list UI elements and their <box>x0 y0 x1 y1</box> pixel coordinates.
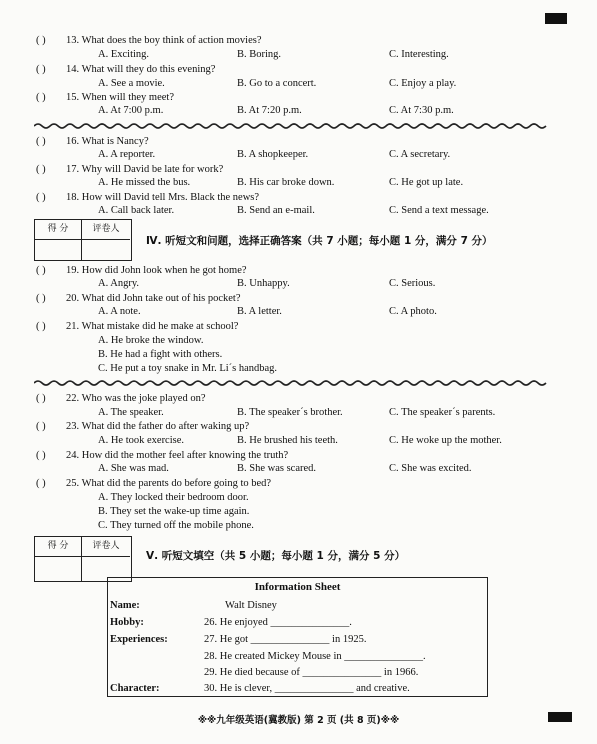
option-c: C. He got up late. <box>389 177 464 188</box>
option-b: B. At 7:20 p.m. <box>237 105 302 116</box>
name-value: Walt Disney <box>225 600 277 611</box>
option-a: A. See a movie. <box>98 78 165 89</box>
option-a: A. They locked their bedroom door. <box>98 492 249 503</box>
option-b: B. She was scared. <box>237 463 317 474</box>
option-b: B. The speaker´s brother. <box>237 407 343 418</box>
question-stem: 25. What did the parents do before going to bed? <box>66 478 272 489</box>
option-b: B. Send an e-mail. <box>237 205 315 216</box>
score-box-section-5 <box>34 536 132 582</box>
option-c: C. Enjoy a play. <box>389 78 457 89</box>
option-a: A. Call back later. <box>98 205 175 216</box>
blank-27[interactable]: 27. He got _______________ in 1925. <box>204 634 367 645</box>
name-label: Name: <box>110 600 140 611</box>
answer-bracket[interactable]: ( ) <box>36 136 46 147</box>
experiences-label: Experiences: <box>110 634 168 645</box>
question-stem: 18. How will David tell Mrs. Black the news? <box>66 192 260 203</box>
hobby-label: Hobby: <box>110 617 144 628</box>
question-stem: 16. What is Nancy? <box>66 136 149 147</box>
information-sheet-title: Information Sheet <box>254 581 341 593</box>
option-c: C. He woke up the mother. <box>389 435 502 446</box>
option-c: C. A secretary. <box>389 149 451 160</box>
answer-bracket[interactable]: ( ) <box>36 92 46 103</box>
option-b: B. They set the wake-up time again. <box>98 506 250 517</box>
option-c: C. Serious. <box>389 278 436 289</box>
option-b: B. A shopkeeper. <box>237 149 309 160</box>
answer-bracket[interactable]: ( ) <box>36 265 46 276</box>
answer-bracket[interactable]: ( ) <box>36 450 46 461</box>
question-stem: 14. What will they do this evening? <box>66 64 216 75</box>
score-box-section-4 <box>34 219 132 261</box>
option-b: B. He had a fight with others. <box>98 349 223 360</box>
option-c: C. At 7:30 p.m. <box>389 105 454 116</box>
answer-bracket[interactable]: ( ) <box>36 164 46 175</box>
score-cell-divider <box>81 556 82 581</box>
question-stem: 23. What did the father do after waking up? <box>66 421 250 432</box>
question-stem: 20. What did John take out of his pocket? <box>66 293 241 304</box>
section-5-title: Ⅴ. 听短文填空（共 5 小题；每小题 1 分，满分 5 分） <box>146 550 406 562</box>
option-a: A. A reporter. <box>98 149 156 160</box>
option-b: B. Boring. <box>237 49 282 60</box>
blank-28[interactable]: 28. He created Mickey Mouse in _______________. <box>204 651 426 662</box>
character-label: Character: <box>110 683 160 694</box>
answer-bracket[interactable]: ( ) <box>36 64 46 75</box>
question-stem: 15. When will they meet? <box>66 92 174 103</box>
option-a: A. She was mad. <box>98 463 169 474</box>
question-stem: 24. How did the mother feel after knowing the truth? <box>66 450 289 461</box>
option-a: A. The speaker. <box>98 407 164 418</box>
question-stem: 22. Who was the joke played on? <box>66 393 206 404</box>
wavy-divider <box>34 379 548 387</box>
option-c: C. A photo. <box>389 306 437 317</box>
grader-label: 评卷人 <box>82 537 130 557</box>
wavy-divider <box>34 122 548 130</box>
answer-bracket[interactable]: ( ) <box>36 192 46 203</box>
blank-30[interactable]: 30. He is clever, _______________ and creative. <box>204 683 410 694</box>
option-a: A. A note. <box>98 306 141 317</box>
option-c: C. They turned off the mobile phone. <box>98 520 254 531</box>
question-stem: 21. What mistake did he make at school? <box>66 321 239 332</box>
option-c: C. Interesting. <box>389 49 449 60</box>
option-c: C. He put a toy snake in Mr. Li´s handbag. <box>98 363 278 374</box>
answer-bracket[interactable]: ( ) <box>36 421 46 432</box>
top-right-alignment-marker <box>545 13 567 24</box>
information-sheet <box>107 577 488 697</box>
blank-26[interactable]: 26. He enjoyed _______________. <box>204 617 352 628</box>
answer-bracket[interactable]: ( ) <box>36 293 46 304</box>
question-stem: 17. Why will David be late for work? <box>66 164 224 175</box>
score-label: 得 分 <box>35 537 82 557</box>
answer-bracket[interactable]: ( ) <box>36 321 46 332</box>
option-c: C. She was excited. <box>389 463 472 474</box>
option-a: A. Exciting. <box>98 49 150 60</box>
question-stem: 13. What does the boy think of action movies? <box>66 35 262 46</box>
option-a: A. He took exercise. <box>98 435 185 446</box>
option-b: B. His car broke down. <box>237 177 335 188</box>
answer-bracket[interactable]: ( ) <box>36 35 46 46</box>
option-a: A. At 7:00 p.m. <box>98 105 164 116</box>
option-c: C. Send a text message. <box>389 205 489 216</box>
option-b: B. A letter. <box>237 306 282 317</box>
option-b: B. He brushed his teeth. <box>237 435 338 446</box>
answer-bracket[interactable]: ( ) <box>36 478 46 489</box>
answer-bracket[interactable]: ( ) <box>36 393 46 404</box>
option-a: A. He missed the bus. <box>98 177 191 188</box>
score-cell-divider <box>81 239 82 260</box>
section-4-title: Ⅳ. 听短文和问题，选择正确答案（共 7 小题；每小题 1 分，满分 7 分） <box>146 235 493 247</box>
grader-label: 评卷人 <box>82 220 130 240</box>
blank-29[interactable]: 29. He died because of _______________ in 1966. <box>204 667 419 678</box>
page-footer: ※※九年级英语(冀教版) 第 2 页 (共 8 页)※※ <box>197 715 400 726</box>
option-c: C. The speaker´s parents. <box>389 407 496 418</box>
score-label: 得 分 <box>35 220 82 240</box>
option-a: A. Angry. <box>98 278 140 289</box>
option-b: B. Go to a concert. <box>237 78 317 89</box>
question-stem: 19. How did John look when he got home? <box>66 265 247 276</box>
option-b: B. Unhappy. <box>237 278 290 289</box>
option-a: A. He broke the window. <box>98 335 204 346</box>
